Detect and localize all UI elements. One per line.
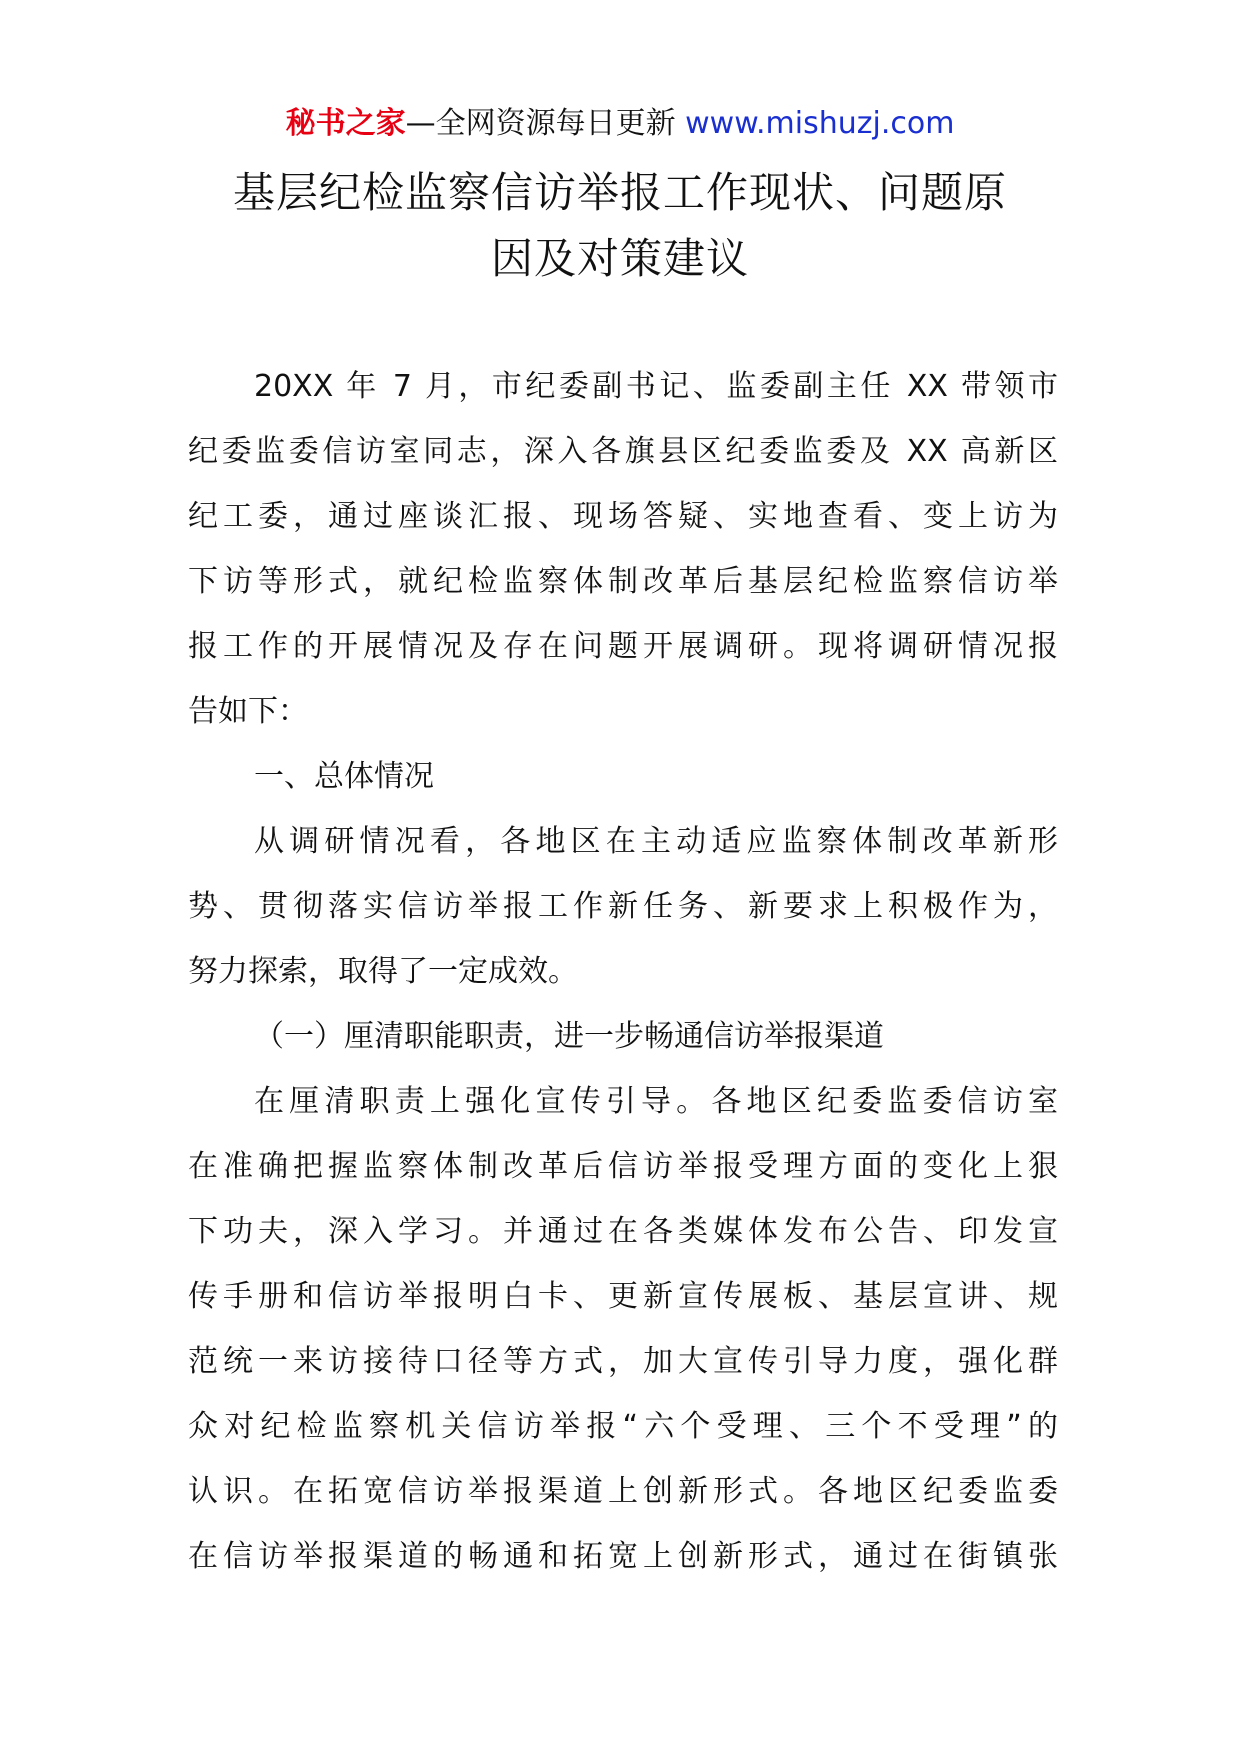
document-title-line-1: 基层纪检监察信访举报工作现状、问题原 xyxy=(232,168,1007,217)
body-text-line: （一）厘清职能职责，进一步畅通信访举报渠道 xyxy=(254,1019,884,1054)
body-text-line: 一、总体情况 xyxy=(254,759,434,794)
body-text-line: 努力探索，取得了一定成效。 xyxy=(188,954,578,989)
document-body xyxy=(188,354,1058,1589)
body-text-line: 从调研情况看，各地区在主动适应监察体制改革新形 xyxy=(254,824,1058,859)
body-text-line: 众对纪检监察机关信访举报“六个受理、三个不受理”的 xyxy=(188,1409,1058,1444)
body-text-line: 告如下： xyxy=(188,694,308,729)
body-text-line: 在准确把握监察体制改革后信访举报受理方面的变化上狠 xyxy=(188,1149,1058,1184)
body-text-line: 下功夫，深入学习。并通过在各类媒体发布公告、印发宣 xyxy=(188,1214,1058,1249)
body-text-line: 势、贯彻落实信访举报工作新任务、新要求上积极作为， xyxy=(188,889,1058,924)
body-text-line: 传手册和信访举报明白卡、更新宣传展板、基层宣讲、规 xyxy=(188,1279,1058,1314)
body-text-line: 在信访举报渠道的畅通和拓宽上创新形式，通过在街镇张 xyxy=(188,1539,1058,1574)
body-text-line: 认识。在拓宽信访举报渠道上创新形式。各地区纪委监委 xyxy=(188,1474,1058,1509)
body-text-line: 下访等形式，就纪检监察体制改革后基层纪检监察信访举 xyxy=(188,564,1058,599)
body-text-line: 报工作的开展情况及存在问题开展调研。现将调研情况报 xyxy=(188,629,1058,664)
body-text-line: 范统一来访接待口径等方式，加大宣传引导力度，强化群 xyxy=(188,1344,1058,1379)
body-text-line: 20XX 年 7 月，市纪委副书记、监委副主任 XX 带领市 xyxy=(254,369,1058,404)
header-slogan: —全网资源每日更新 xyxy=(405,106,676,141)
body-text-line: 纪工委，通过座谈汇报、现场答疑、实地查看、变上访为 xyxy=(188,499,1058,534)
site-url-link[interactable]: www.mishuzj.com xyxy=(685,106,955,141)
body-text-line: 在厘清职责上强化宣传引导。各地区纪委监委信访室 xyxy=(254,1084,1058,1119)
brand-name: 秘书之家 xyxy=(285,106,406,141)
site-header xyxy=(0,100,1240,148)
document-title xyxy=(180,160,1060,292)
body-text-line: 纪委监委信访室同志，深入各旗县区纪委监委及 XX 高新区 xyxy=(188,434,1058,469)
document-title-line-2: 因及对策建议 xyxy=(490,234,749,283)
